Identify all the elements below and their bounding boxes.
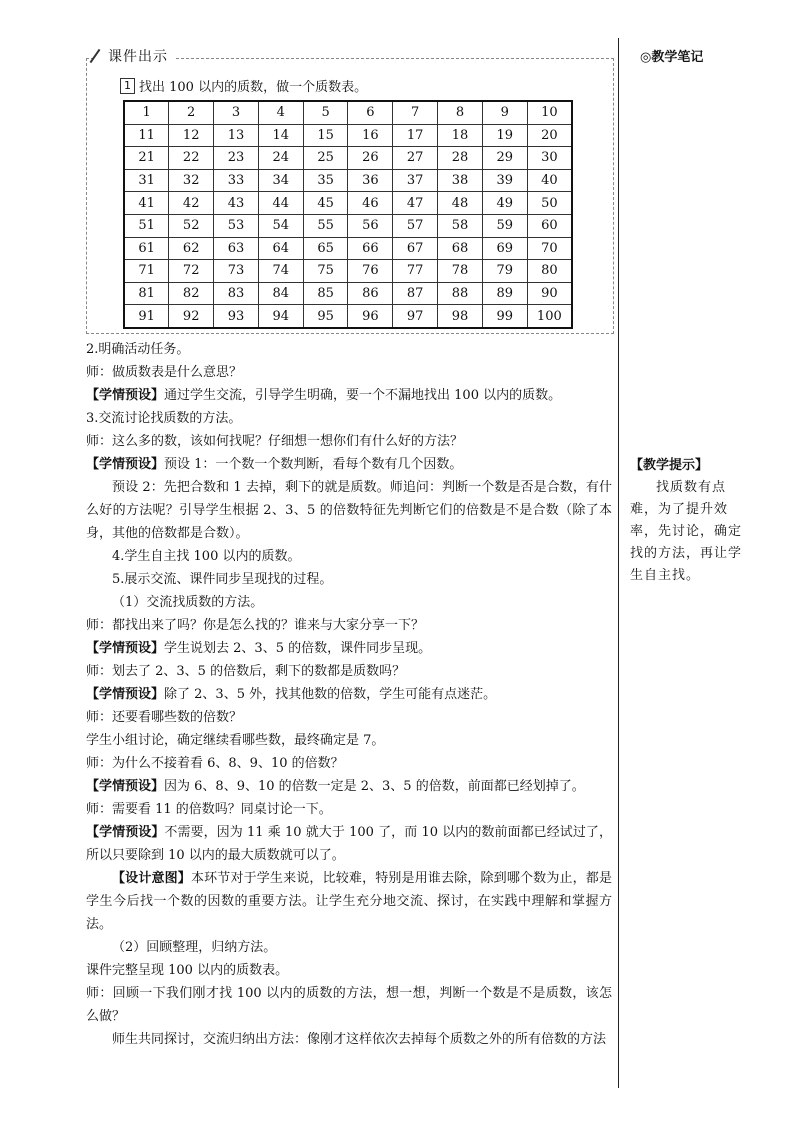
paragraph-text: 师：为什么不接着看 6、8、9、10 的倍数？ — [86, 756, 344, 771]
table-cell: 46 — [348, 192, 393, 215]
table-cell: 91 — [124, 305, 169, 328]
body-paragraph — [86, 338, 612, 361]
table-cell: 31 — [124, 169, 169, 192]
paragraph-text: 学生小组讨论，确定继续看哪些数，最终确定是 7。 — [86, 733, 385, 748]
table-row — [124, 305, 572, 328]
lesson-body — [86, 338, 612, 1051]
table-cell: 15 — [303, 124, 348, 147]
body-paragraph — [86, 660, 612, 683]
annotation-tag: 【学情预设】 — [86, 825, 165, 840]
table-cell: 73 — [214, 260, 259, 283]
table-cell: 79 — [482, 260, 527, 283]
body-paragraph — [86, 683, 612, 706]
table-cell: 63 — [214, 237, 259, 260]
table-cell: 57 — [393, 214, 438, 237]
table-cell: 90 — [527, 282, 572, 305]
hundred-number-table — [123, 100, 573, 329]
body-paragraph — [86, 637, 612, 660]
body-paragraph — [86, 821, 612, 867]
table-cell: 13 — [214, 124, 259, 147]
annotation-tag: 【学情预设】 — [86, 687, 165, 702]
table-cell: 32 — [169, 169, 214, 192]
table-cell: 37 — [393, 169, 438, 192]
table-cell: 65 — [303, 237, 348, 260]
body-paragraph — [86, 706, 612, 729]
table-cell: 64 — [258, 237, 303, 260]
paragraph-text: 除了 2、3、5 外，找其他数的倍数，学生可能有点迷茫。 — [164, 687, 497, 702]
body-paragraph — [86, 1028, 612, 1051]
table-cell: 6 — [348, 101, 393, 124]
paragraph-text: （1）交流找质数的方法。 — [112, 595, 264, 610]
table-cell: 67 — [393, 237, 438, 260]
table-cell: 18 — [438, 124, 483, 147]
table-cell: 85 — [303, 282, 348, 305]
paragraph-text: 因为 6、8、9、10 的倍数一定是 2、3、5 的倍数，前面都已经划掉了。 — [164, 779, 585, 794]
table-cell: 33 — [214, 169, 259, 192]
table-cell: 87 — [393, 282, 438, 305]
table-cell: 36 — [348, 169, 393, 192]
teaching-tip-box — [630, 454, 742, 587]
table-cell: 56 — [348, 214, 393, 237]
body-paragraph — [86, 867, 612, 936]
table-cell: 26 — [348, 147, 393, 170]
table-cell: 66 — [348, 237, 393, 260]
table-cell: 1 — [124, 101, 169, 124]
table-row — [124, 169, 572, 192]
table-cell: 16 — [348, 124, 393, 147]
paragraph-text: 2.明确活动任务。 — [86, 342, 190, 357]
paragraph-text: 学生说划去 2、3、5 的倍数，课件同步呈现。 — [164, 641, 432, 656]
annotation-tag: 【学情预设】 — [86, 641, 165, 656]
table-row — [124, 260, 572, 283]
table-cell: 21 — [124, 147, 169, 170]
table-cell: 80 — [527, 260, 572, 283]
pen-icon — [90, 49, 101, 63]
table-cell: 100 — [527, 305, 572, 328]
table-row — [124, 124, 572, 147]
table-cell: 53 — [214, 214, 259, 237]
task-line — [120, 76, 367, 95]
body-paragraph — [86, 545, 612, 568]
table-cell: 49 — [482, 192, 527, 215]
annotation-tag: 【学情预设】 — [86, 457, 165, 472]
table-cell: 58 — [438, 214, 483, 237]
table-cell: 42 — [169, 192, 214, 215]
table-row — [124, 192, 572, 215]
table-cell: 77 — [393, 260, 438, 283]
paragraph-text: （2）回顾整理，归纳方法。 — [112, 940, 277, 955]
body-paragraph — [86, 936, 612, 959]
paragraph-text: 3.交流讨论找质数的方法。 — [86, 411, 242, 426]
paragraph-text: 师：都找出来了吗？你是怎么找的？谁来与大家分享一下？ — [86, 618, 425, 633]
annotation-tag: 【学情预设】 — [86, 388, 165, 403]
table-cell: 5 — [303, 101, 348, 124]
paragraph-text: 不需要，因为 11 乘 10 就大于 100 了，而 10 以内的数前面都已经试过了，所以只要除到 10 以内的最大质数就可以了。 — [86, 825, 612, 863]
table-cell: 55 — [303, 214, 348, 237]
body-paragraph — [86, 476, 612, 545]
table-cell: 41 — [124, 192, 169, 215]
table-cell: 54 — [258, 214, 303, 237]
table-cell: 48 — [438, 192, 483, 215]
body-paragraph — [86, 384, 612, 407]
table-cell: 17 — [393, 124, 438, 147]
table-cell: 20 — [527, 124, 572, 147]
table-cell: 38 — [438, 169, 483, 192]
table-cell: 82 — [169, 282, 214, 305]
table-cell: 60 — [527, 214, 572, 237]
table-cell: 86 — [348, 282, 393, 305]
paragraph-text: 预设 1：一个数一个数判断，看每个数有几个因数。 — [164, 457, 463, 472]
table-cell: 92 — [169, 305, 214, 328]
table-cell: 47 — [393, 192, 438, 215]
paragraph-text: 师：回顾一下我们刚才找 100 以内的质数的方法，想一想，判断一个数是不是质数，该怎么做？ — [86, 986, 612, 1024]
table-cell: 22 — [169, 147, 214, 170]
table-cell: 45 — [303, 192, 348, 215]
table-cell: 10 — [527, 101, 572, 124]
table-cell: 76 — [348, 260, 393, 283]
table-row — [124, 214, 572, 237]
table-cell: 9 — [482, 101, 527, 124]
task-text: 找出 100 以内的质数，做一个质数表。 — [139, 80, 368, 95]
table-cell: 69 — [482, 237, 527, 260]
paragraph-text: 5.展示交流、课件同步呈现找的过程。 — [112, 572, 333, 587]
table-cell: 89 — [482, 282, 527, 305]
body-paragraph — [86, 752, 612, 775]
paragraph-text: 师生共同探讨，交流归纳出方法：像刚才这样依次去掉每个质数之外的所有倍数的方法 — [112, 1032, 607, 1047]
table-cell: 99 — [482, 305, 527, 328]
table-cell: 88 — [438, 282, 483, 305]
column-divider — [618, 38, 619, 1088]
paragraph-text: 师：做质数表是什么意思？ — [86, 365, 243, 380]
body-paragraph — [86, 568, 612, 591]
table-row — [124, 282, 572, 305]
table-cell: 24 — [258, 147, 303, 170]
table-row — [124, 237, 572, 260]
table-cell: 2 — [169, 101, 214, 124]
body-paragraph — [86, 430, 612, 453]
paragraph-text: 预设 2：先把合数和 1 去掉，剩下的就是质数。师追问：判断一个数是否是合数，有什么好的方法呢？引导学生根据 2、3、5 的倍数特征先判断它们的倍数是不是合数（除了本身，其他的倍数都是合数）。 — [86, 480, 612, 541]
table-row — [124, 101, 572, 124]
table-cell: 23 — [214, 147, 259, 170]
table-row — [124, 147, 572, 170]
table-cell: 35 — [303, 169, 348, 192]
paragraph-text: 师：划去了 2、3、5 的倍数后，剩下的数都是质数吗？ — [86, 664, 406, 679]
body-paragraph — [86, 959, 612, 982]
body-paragraph — [86, 982, 612, 1028]
courseware-tab-label: 课件出示 — [108, 49, 168, 65]
table-cell: 74 — [258, 260, 303, 283]
paragraph-text: 4.学生自主找 100 以内的质数。 — [112, 549, 301, 564]
table-cell: 3 — [214, 101, 259, 124]
paragraph-text: 通过学生交流，引导学生明确，要一个不漏地找出 100 以内的质数。 — [164, 388, 562, 403]
table-cell: 30 — [527, 147, 572, 170]
table-cell: 14 — [258, 124, 303, 147]
table-cell: 70 — [527, 237, 572, 260]
table-cell: 83 — [214, 282, 259, 305]
table-cell: 75 — [303, 260, 348, 283]
courseware-tab — [94, 46, 174, 66]
teaching-tip-text: 找质数有点难，为了提升效率，先讨论，确定找的方法，再让学生自主找。 — [630, 480, 743, 583]
teaching-notes-title: ◎教学笔记 — [640, 50, 704, 65]
table-cell: 68 — [438, 237, 483, 260]
table-cell: 8 — [438, 101, 483, 124]
table-cell: 97 — [393, 305, 438, 328]
table-cell: 78 — [438, 260, 483, 283]
annotation-tag: 【学情预设】 — [86, 779, 165, 794]
paragraph-text: 本环节对于学生来说，比较难，特别是用谁去除，除到哪个数为止，都是学生今后找一个数的因数的重要方法。让学生充分地交流、探讨，在实践中理解和掌握方法。 — [86, 871, 612, 932]
body-paragraph — [86, 614, 612, 637]
table-cell: 59 — [482, 214, 527, 237]
table-cell: 27 — [393, 147, 438, 170]
table-cell: 95 — [303, 305, 348, 328]
body-paragraph — [86, 591, 612, 614]
table-cell: 25 — [303, 147, 348, 170]
table-cell: 61 — [124, 237, 169, 260]
body-paragraph — [86, 729, 612, 752]
table-cell: 98 — [438, 305, 483, 328]
annotation-tag: 【设计意图】 — [112, 871, 191, 886]
paragraph-text: 课件完整呈现 100 以内的质数表。 — [86, 963, 289, 978]
body-paragraph — [86, 361, 612, 384]
table-cell: 40 — [527, 169, 572, 192]
table-cell: 12 — [169, 124, 214, 147]
table-cell: 7 — [393, 101, 438, 124]
paragraph-text: 师：这么多的数，该如何找呢？仔细想一想你们有什么好的方法？ — [86, 434, 464, 449]
table-cell: 96 — [348, 305, 393, 328]
table-cell: 50 — [527, 192, 572, 215]
table-cell: 81 — [124, 282, 169, 305]
table-cell: 44 — [258, 192, 303, 215]
table-cell: 71 — [124, 260, 169, 283]
table-cell: 29 — [482, 147, 527, 170]
table-cell: 93 — [214, 305, 259, 328]
task-number-badge: 1 — [120, 78, 135, 94]
paragraph-text: 师：需要看 11 的倍数吗？同桌讨论一下。 — [86, 802, 332, 817]
table-cell: 11 — [124, 124, 169, 147]
table-cell: 4 — [258, 101, 303, 124]
table-cell: 94 — [258, 305, 303, 328]
body-paragraph — [86, 453, 612, 476]
body-paragraph — [86, 775, 612, 798]
table-cell: 62 — [169, 237, 214, 260]
table-cell: 28 — [438, 147, 483, 170]
table-cell: 52 — [169, 214, 214, 237]
table-cell: 84 — [258, 282, 303, 305]
body-paragraph — [86, 798, 612, 821]
table-cell: 43 — [214, 192, 259, 215]
paragraph-text: 师：还要看哪些数的倍数？ — [86, 710, 243, 725]
table-cell: 39 — [482, 169, 527, 192]
teaching-tip-title: 【教学提示】 — [630, 458, 709, 473]
table-cell: 34 — [258, 169, 303, 192]
table-cell: 72 — [169, 260, 214, 283]
body-paragraph — [86, 407, 612, 430]
table-cell: 19 — [482, 124, 527, 147]
table-cell: 51 — [124, 214, 169, 237]
